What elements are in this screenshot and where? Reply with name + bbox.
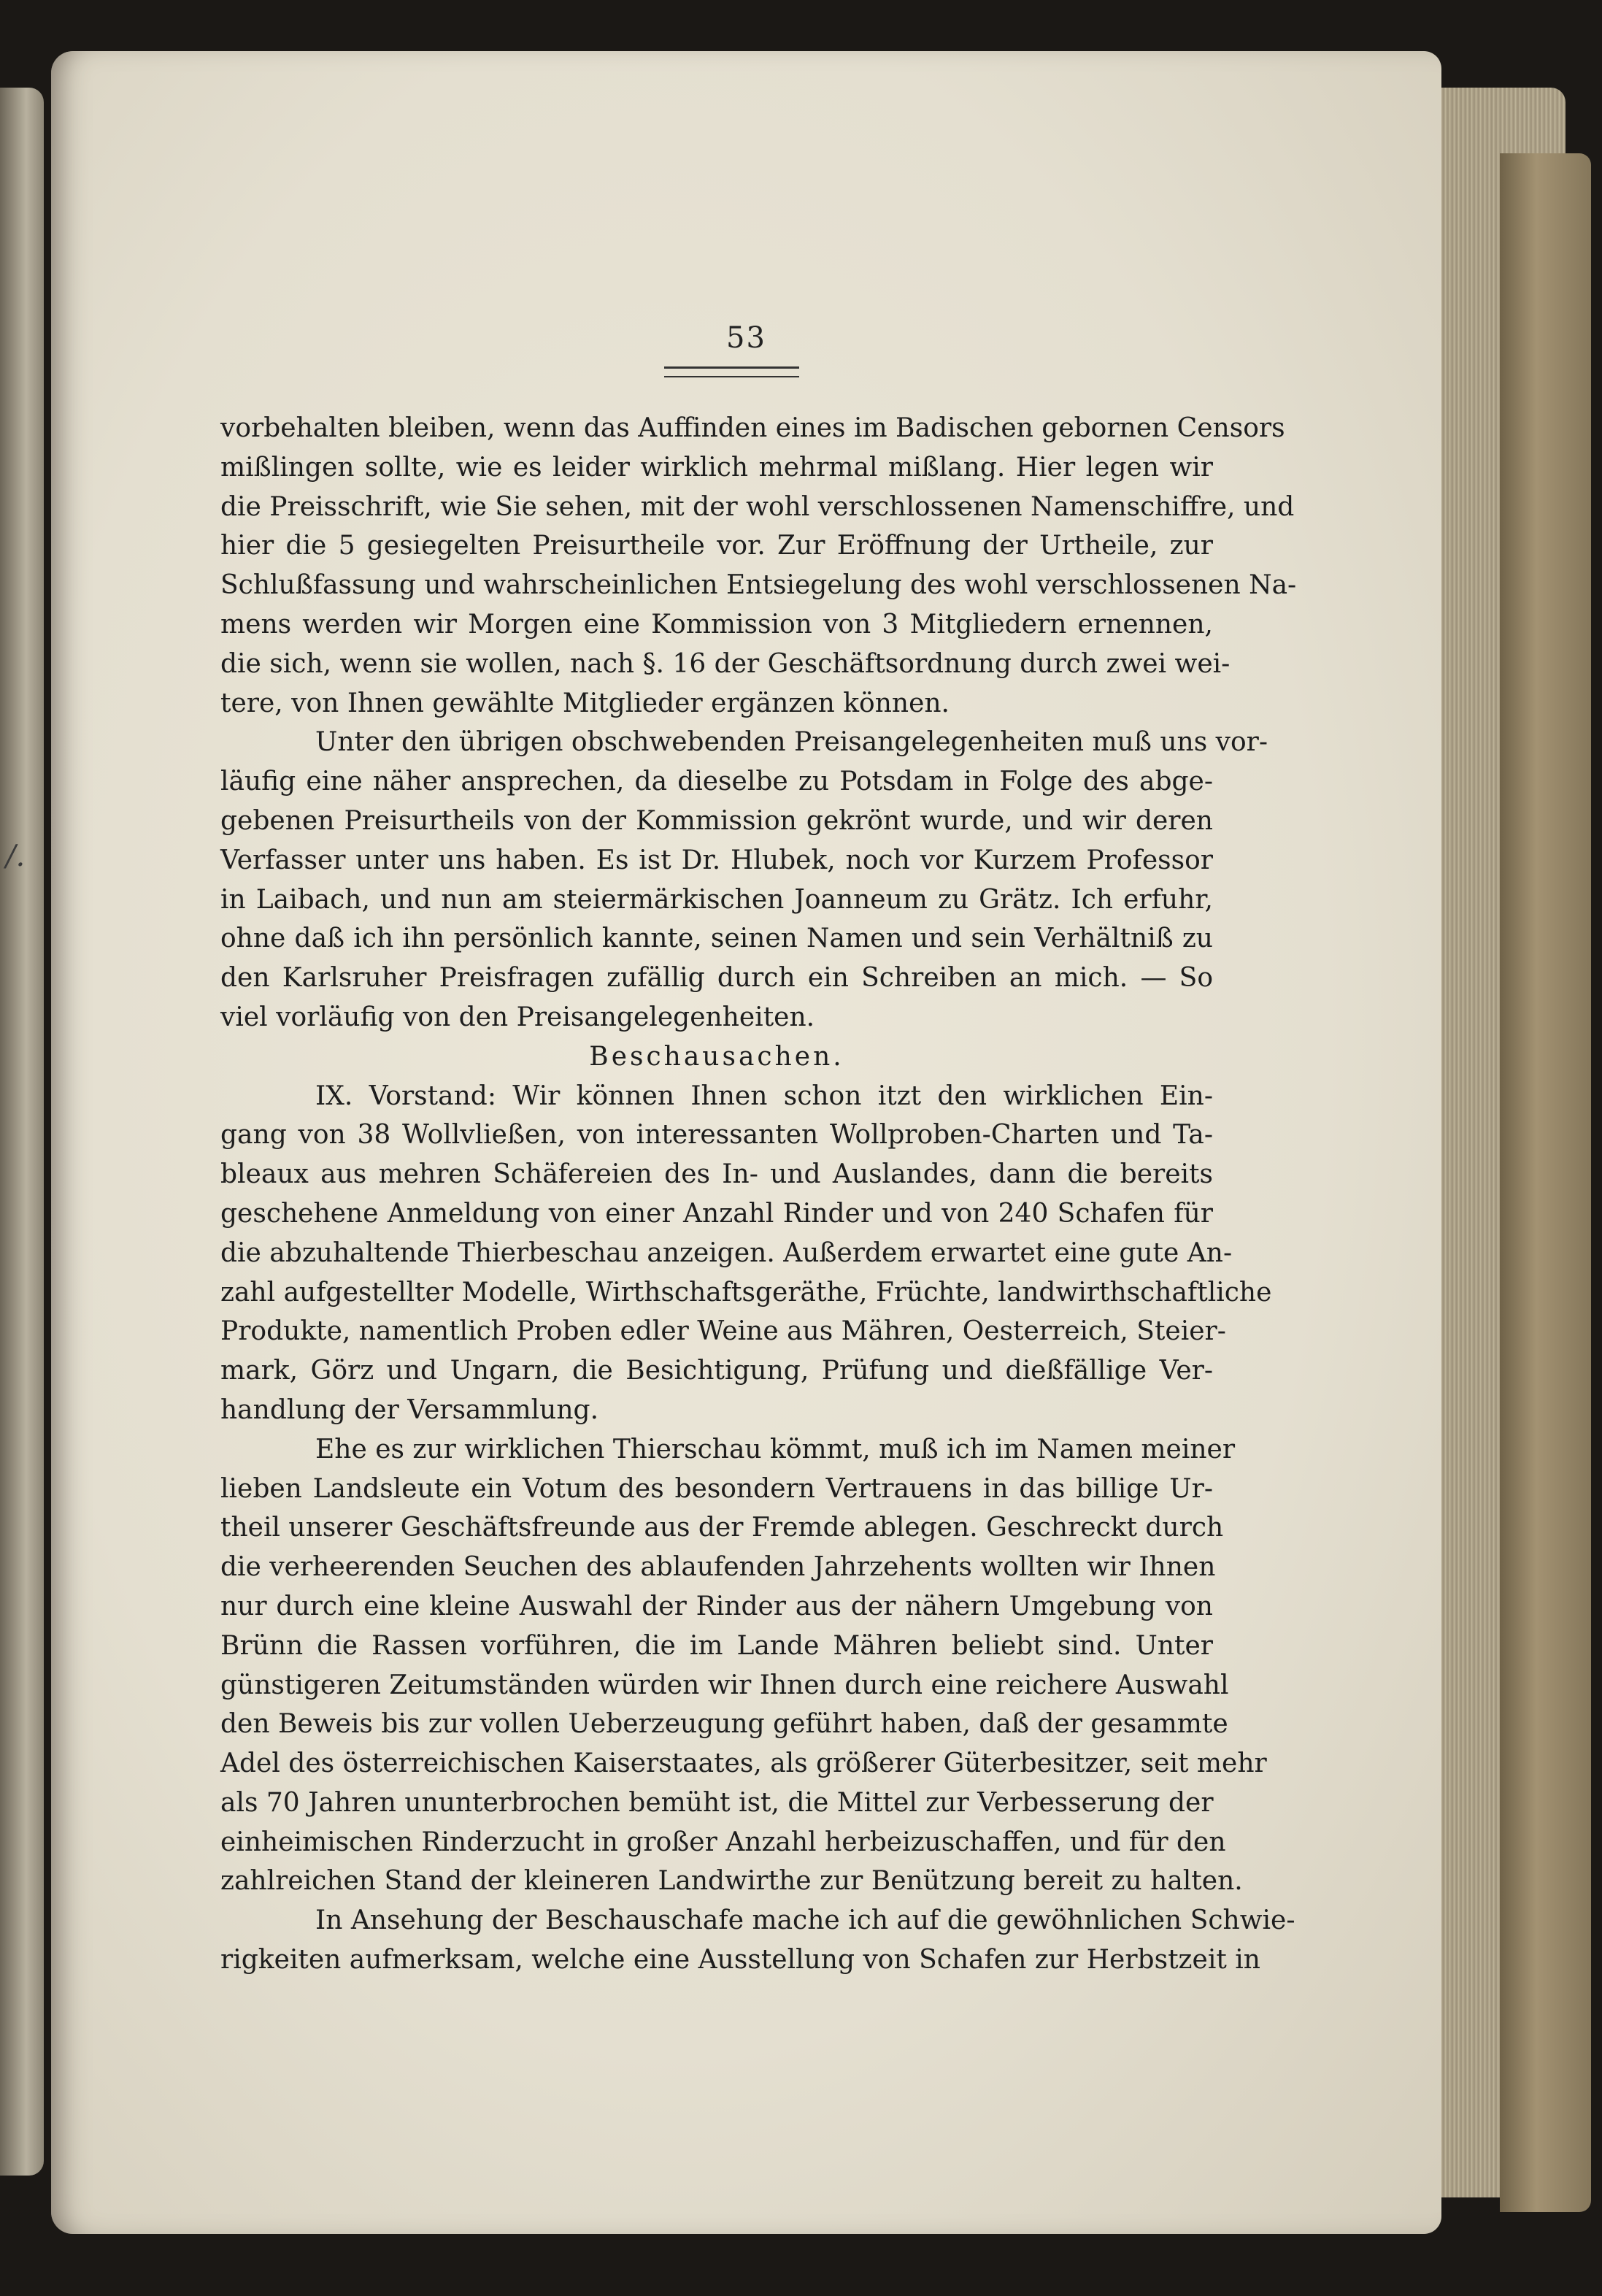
text-line: Schlußfassung und wahrscheinlichen Entsiegelung des wohl verschlossenen Na-: [220, 570, 1297, 601]
text-line: theil unserer Geschäftsfreunde aus der Fremde ablegen. Geschreckt durch: [220, 1513, 1224, 1543]
page-number: 53: [726, 321, 766, 355]
text-line: in Laibach, und nun am steiermärkischen Joanneum zu Grätz. Ich erfuhr,: [220, 884, 1213, 915]
text-line: ohne daß ich ihn persönlich kannte, seinen Namen und sein Verhältniß zu: [220, 924, 1213, 954]
text-line: Adel des österreichischen Kaiserstaates, als größerer Güterbesitzer, seit mehr: [220, 1748, 1267, 1779]
text-line: viel vorläufig von den Preisangelegenheiten.: [220, 1002, 815, 1032]
text-line: hier die 5 gesiegelten Preisurtheile vor. Zur Eröffnung der Urtheile, zur: [220, 531, 1213, 561]
margin-note: /.: [6, 840, 26, 873]
text-line: Produkte, namentlich Proben edler Weine aus Mähren, Oesterreich, Steier-: [220, 1316, 1226, 1347]
text-line: mens werden wir Morgen eine Kommission von 3 Mitgliedern ernennen,: [220, 609, 1213, 640]
body-text: [220, 409, 1297, 1980]
text-line: Unter den übrigen obschwebenden Preisangelegenheiten muß uns vor-: [315, 727, 1268, 758]
text-line: rigkeiten aufmerksam, welche eine Ausstellung von Schafen zur Herbstzeit in: [220, 1945, 1260, 1976]
text-line: Brünn die Rassen vorführen, die im Lande Mähren beliebt sind. Unter: [220, 1630, 1213, 1661]
text-line: handlung der Versammlung.: [220, 1394, 599, 1425]
left-page-edge: [0, 88, 44, 2176]
text-line: tere, von Ihnen gewählte Mitglieder ergänzen können.: [220, 688, 950, 718]
book-cover-edge: [1500, 153, 1591, 2212]
text-line: gang von 38 Wollvließen, von interessanten Wollproben-Charten und Ta-: [220, 1120, 1213, 1151]
text-line: läufig eine näher ansprechen, da dieselbe zu Potsdam in Folge des abge-: [220, 767, 1213, 797]
text-line: die abzuhaltende Thierbeschau anzeigen. Außerdem erwartet eine gute An-: [220, 1237, 1233, 1268]
text-line: zahl aufgestellter Modelle, Wirthschaftsgeräthe, Früchte, landwirthschaftliche: [220, 1277, 1272, 1308]
text-line: die sich, wenn sie wollen, nach §. 16 der Geschäftsordnung durch zwei wei-: [220, 648, 1231, 679]
text-line: als 70 Jahren ununterbrochen bemüht ist, die Mittel zur Verbesserung der: [220, 1787, 1214, 1818]
text-line: vorbehalten bleiben, wenn das Auffinden eines im Badischen gebornen Censors: [220, 413, 1285, 443]
text-line: gebenen Preisurtheils von der Kommission gekrönt wurde, und wir deren: [220, 805, 1213, 836]
text-line: IX. Vorstand: Wir können Ihnen schon itzt den wirklichen Ein-: [315, 1080, 1213, 1111]
text-line: geschehene Anmeldung von einer Anzahl Rinder und von 240 Schafen für: [220, 1198, 1213, 1229]
text-line: einheimischen Rinderzucht in großer Anzahl herbeizuschaffen, und für den: [220, 1827, 1226, 1857]
text-line: bleaux aus mehren Schäfereien des In- und Auslandes, dann die bereits: [220, 1159, 1213, 1190]
text-line: die Preisschrift, wie Sie sehen, mit der wohl verschlossenen Namenschiffre, und: [220, 491, 1295, 522]
text-line: Beschausachen.: [589, 1041, 844, 1072]
text-line: die verheerenden Seuchen des ablaufenden Jahrzehents wollten wir Ihnen: [220, 1552, 1216, 1583]
text-line: mark, Görz und Ungarn, die Besichtigung, Prüfung und dießfällige Ver-: [220, 1356, 1213, 1386]
header-rule: [664, 366, 799, 377]
text-line: den Karlsruher Preisfragen zufällig durch ein Schreiben an mich. — So: [220, 963, 1213, 994]
text-line: günstigeren Zeitumständen würden wir Ihnen durch eine reichere Auswahl: [220, 1670, 1229, 1700]
text-line: zahlreichen Stand der kleineren Landwirthe zur Benützung bereit zu halten.: [220, 1866, 1243, 1897]
text-line: nur durch eine kleine Auswahl der Rinder aus der nähern Umgebung von: [220, 1591, 1213, 1621]
text-line: Verfasser unter uns haben. Es ist Dr. Hlubek, noch vor Kurzem Professor: [220, 845, 1213, 875]
book-page: [51, 51, 1441, 2234]
text-line: den Beweis bis zur vollen Ueberzeugung geführt haben, daß der gesammte: [220, 1709, 1228, 1740]
text-line: mißlingen sollte, wie es leider wirklich mehrmal mißlang. Hier legen wir: [220, 452, 1213, 483]
text-line: lieben Landsleute ein Votum des besondern Vertrauens in das billige Ur-: [220, 1473, 1213, 1504]
text-line: In Ansehung der Beschauschafe mache ich auf die gewöhnlichen Schwie-: [315, 1905, 1295, 1936]
text-line: Ehe es zur wirklichen Thierschau kömmt, muß ich im Namen meiner: [315, 1434, 1236, 1464]
